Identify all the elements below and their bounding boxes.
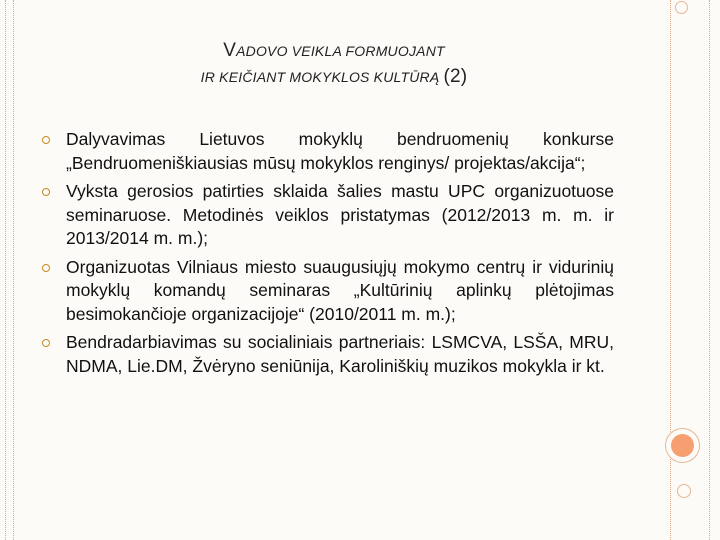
small-circle-top [675,1,688,14]
list-item [42,128,614,175]
list-item-text: Bendradarbiavimas su socialiniais partneriais: LSMCVA, LSŠA, MRU, NDMA, Lie.DM, Žvėryno seniūnija, Karoliniškių muzikos mokykla ir kt. [66,332,614,376]
circle-bullet-icon [42,136,50,144]
list-item-text: Organizuotas Vilniaus miesto suaugusiųjų mokymo centrų ir vidurinių mokyklų komandų seminaras „Kultūrinių aplinkų plėtojimas besimokančioje organizacijoje“ (2010/2011 m. m.); [66,256,614,324]
circle-bullet-icon [42,188,50,196]
small-circle-bottom [677,484,691,498]
slide-title-line2: IR KEIČIANT MOKYKLOS KULTŪRĄ (2) [200,66,468,87]
circle-bullet-icon [42,264,50,272]
slide-title-line1: VADOVO VEIKLA FORMUOJANT [223,40,445,61]
list-item [42,180,614,251]
accent-circle-fill [671,434,694,457]
list-item-text: Vyksta gerosios patirties sklaida šalies mastu UPC organizuotuose seminaruose. Metodinės veiklos pristatymas (2012/2013 m. m. ir 2013/2014 m. m.); [66,181,614,248]
list-item-text: Dalyvavimas Lietuvos mokyklų bendruomenių konkurse „Bendruomeniškiausias mūsų mokyklos renginys/ projektas/akcija“; [66,129,614,173]
list-item [42,256,614,327]
list-item [42,331,614,378]
bullet-list [42,128,614,383]
circle-bullet-icon [42,339,50,347]
